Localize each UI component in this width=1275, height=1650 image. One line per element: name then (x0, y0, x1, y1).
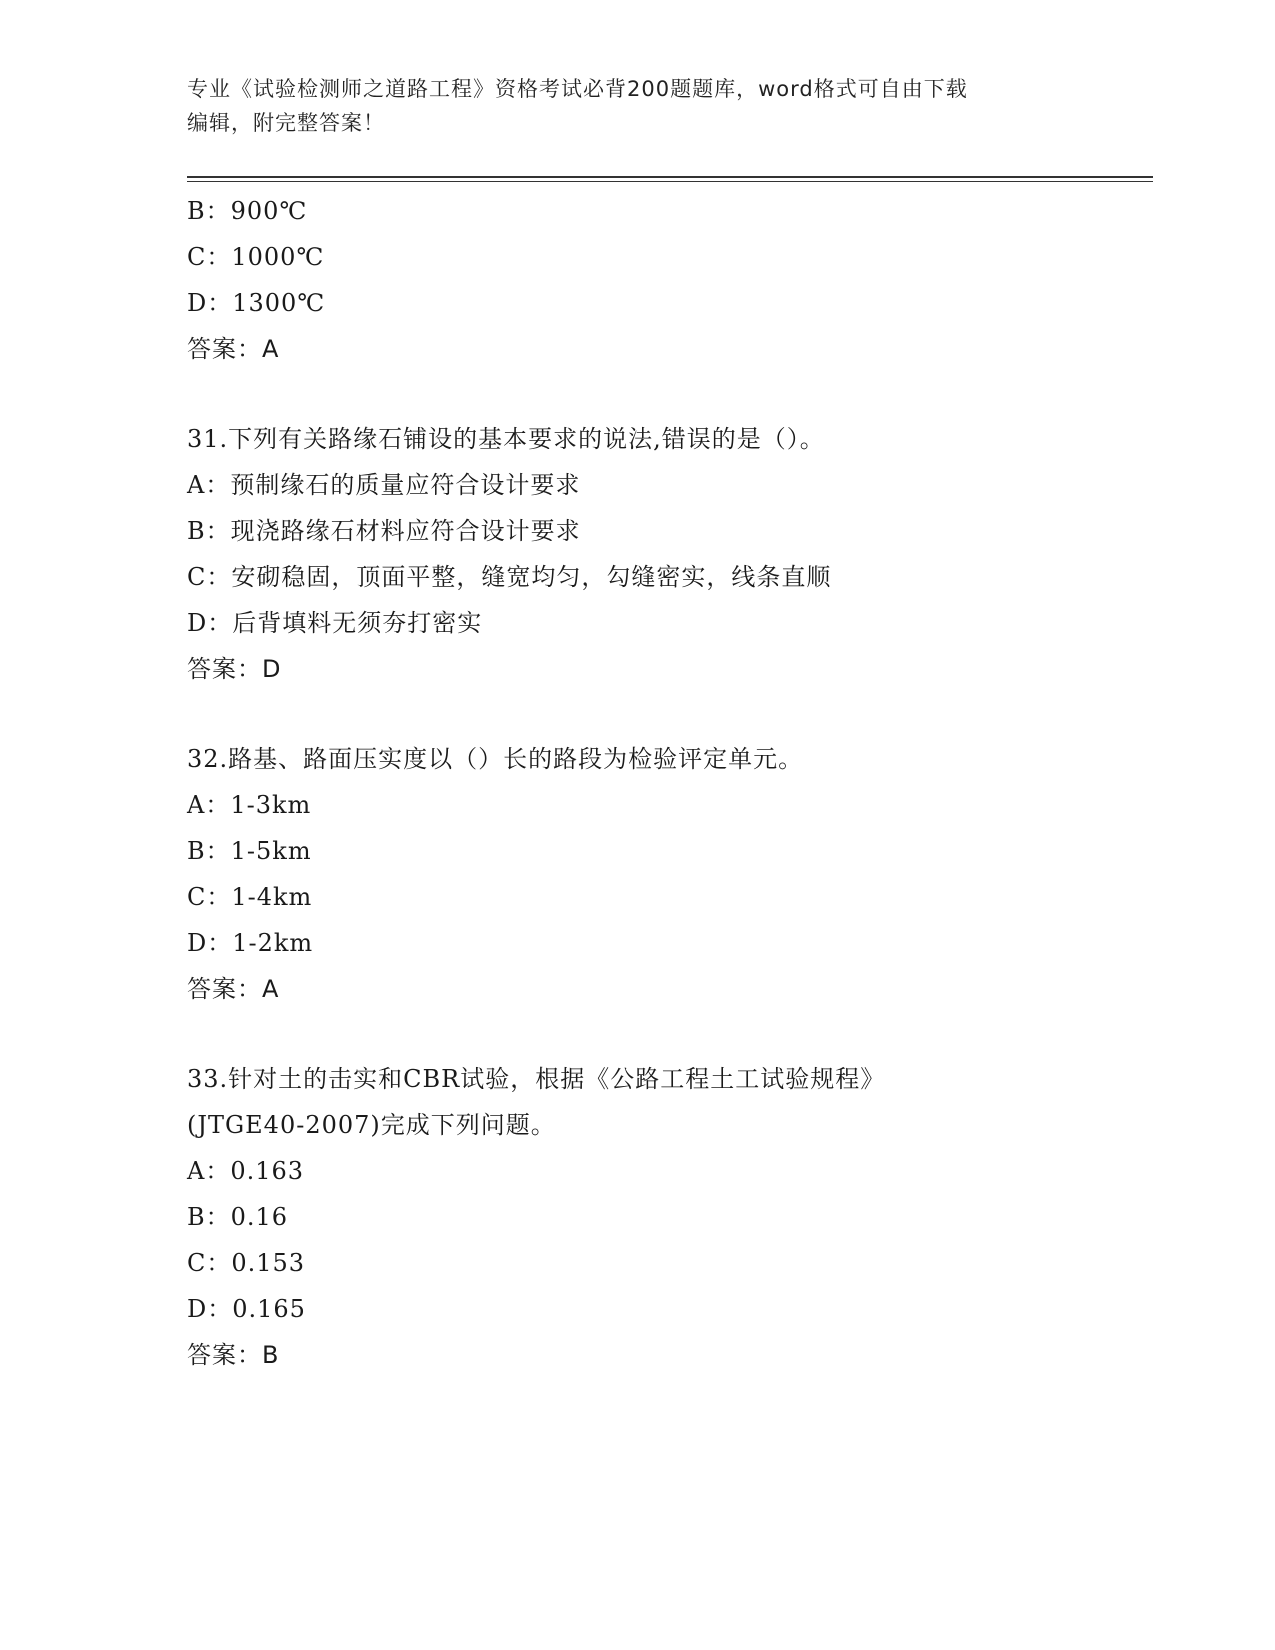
option-d: D：0.165 (187, 1295, 306, 1323)
option-a: A：0.163 (187, 1157, 305, 1185)
question-content (187, 188, 1147, 1378)
question-stem-line-1: 33.针对土的击实和CBR试验，根据《公路工程土工试验规程》 (187, 1065, 886, 1093)
option-a: A：预制缘石的质量应符合设计要求 (187, 471, 581, 499)
header-divider-thick (187, 176, 1153, 178)
option-b: B：900℃ (187, 197, 308, 225)
header-divider-thin (187, 181, 1153, 182)
option-b: B：现浇路缘石材料应符合设计要求 (187, 517, 581, 545)
option-d: D：1300℃ (187, 289, 326, 317)
option-c: C：0.153 (187, 1249, 306, 1277)
option-c: C：1-4km (187, 883, 313, 911)
header-line-2: 编辑，附完整答案！ (187, 111, 385, 135)
option-b: B：0.16 (187, 1203, 289, 1231)
option-d: D：后背填料无须夯打密实 (187, 609, 483, 637)
option-c: C：1000℃ (187, 243, 325, 271)
question-stem: 31.下列有关路缘石铺设的基本要求的说法,错误的是（）。 (187, 425, 825, 453)
question-stem-line-2: (JTGE40-2007)完成下列问题。 (187, 1111, 556, 1139)
header-line-1: 专业《试验检测师之道路工程》资格考试必背200题题库，word格式可自由下载 (187, 77, 968, 101)
document-header (187, 72, 1067, 140)
option-c: C：安砌稳固，顶面平整，缝宽均匀，勾缝密实，线条直顺 (187, 563, 832, 591)
previous-question-tail (187, 188, 1147, 372)
answer-line: 答案：A (187, 975, 280, 1003)
question-32 (187, 736, 1147, 1012)
answer-line: 答案：B (187, 1341, 280, 1369)
answer-line: 答案：D (187, 655, 282, 683)
option-b: B：1-5km (187, 837, 312, 865)
option-d: D：1-2km (187, 929, 314, 957)
question-33 (187, 1056, 1147, 1378)
question-31 (187, 416, 1147, 692)
question-stem: 32.路基、路面压实度以（）长的路段为检验评定单元。 (187, 745, 804, 773)
answer-line: 答案：A (187, 335, 280, 363)
option-a: A：1-3km (187, 791, 312, 819)
